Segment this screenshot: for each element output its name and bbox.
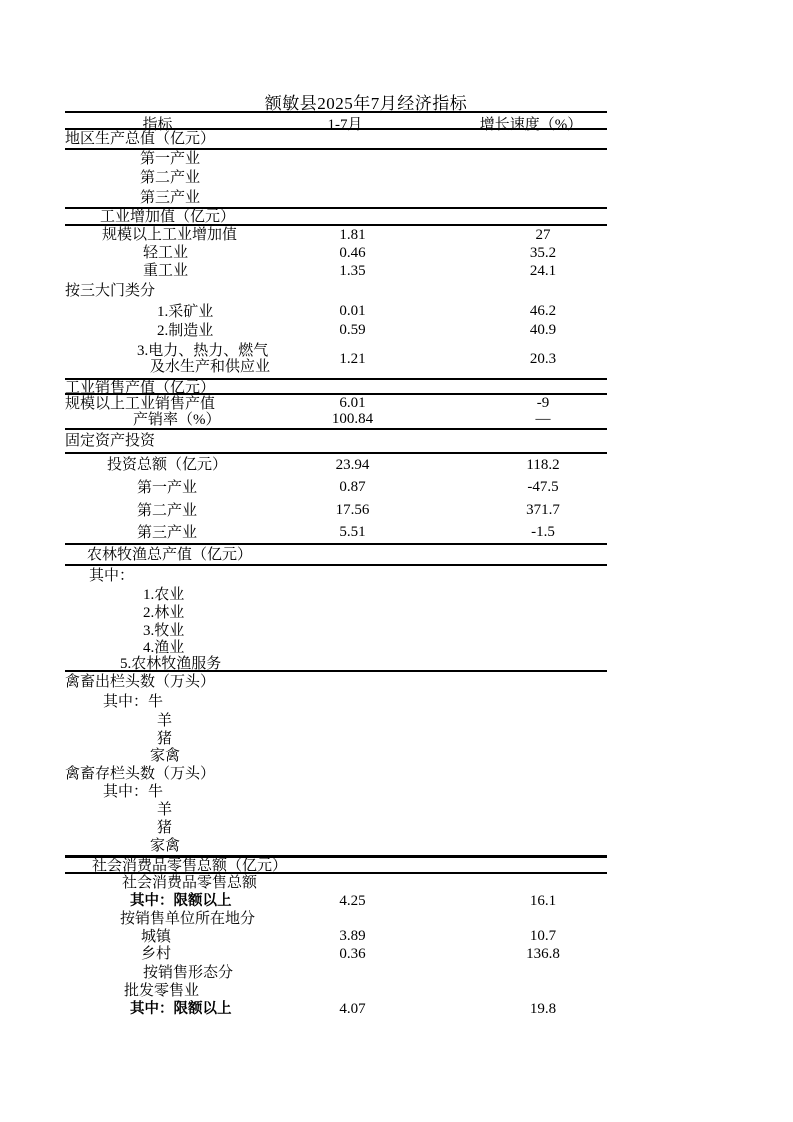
table-row [65, 188, 607, 207]
indicator-cell: 2.制造业 [157, 322, 214, 339]
value-cell: 1.81 [339, 226, 366, 243]
header-period: 1-7月 [327, 117, 363, 133]
table-row [65, 586, 607, 604]
indicator-cell: 社会消费品零售总额 [122, 875, 258, 891]
indicator-cell: 3.电力、热力、燃气 及水生产和供应业 [137, 343, 271, 375]
table-row [65, 963, 607, 982]
table-row [65, 321, 607, 340]
value-cell: 100.84 [331, 411, 374, 427]
value-cell: 0.59 [339, 322, 366, 338]
table-row [65, 168, 607, 188]
table-row [65, 1000, 607, 1018]
growth-cell: 40.9 [529, 322, 557, 338]
indicator-cell: 按三大门类分 [65, 283, 156, 299]
value-cell: 0.36 [339, 945, 366, 962]
value-cell: 4.07 [339, 1000, 366, 1017]
indicator-cell: 乡村 [141, 946, 172, 962]
table-header-row [65, 111, 607, 133]
table-row [65, 819, 607, 836]
growth-cell: 24.1 [529, 262, 557, 279]
growth-cell: 27 [535, 226, 551, 243]
indicator-cell: 工业销售产值（亿元） [65, 380, 216, 396]
table-row [65, 262, 607, 280]
indicator-cell: 按销售形态分 [143, 964, 234, 981]
indicator-cell: 3.牧业 [143, 622, 185, 639]
table-row [65, 928, 607, 945]
growth-cell: 10.7 [529, 928, 557, 944]
indicator-cell: 投资总额（亿元） [107, 457, 228, 473]
indicator-cell: 1.采矿业 [157, 303, 214, 320]
table-row [65, 670, 607, 692]
value-cell: 0.46 [339, 244, 366, 261]
table-row [65, 148, 607, 168]
indicator-cell: 地区生产总值（亿元） [65, 131, 216, 147]
table-row [65, 622, 607, 639]
indicator-cell: 其中：牛 [103, 784, 164, 800]
indicator-cell: 羊 [157, 802, 173, 818]
indicator-cell: 其中：牛 [103, 693, 164, 710]
table-row [65, 711, 607, 730]
indicator-cell: 1.农业 [143, 587, 185, 603]
indicator-cell: 轻工业 [143, 245, 189, 261]
growth-cell: -9 [536, 395, 550, 411]
table-row [65, 280, 607, 302]
indicator-cell: 批发零售业 [124, 983, 200, 999]
indicator-cell: 第二产业 [137, 502, 198, 519]
indicator-cell: 重工业 [143, 263, 189, 279]
growth-cell: 136.8 [526, 945, 560, 962]
growth-cell: -47.5 [527, 479, 559, 495]
table-row [65, 730, 607, 747]
value-cell: 1.35 [339, 262, 366, 279]
table-row [65, 476, 607, 499]
indicator-table-body [65, 128, 607, 1018]
table-row [65, 836, 607, 855]
indicator-cell: 其中： [89, 568, 135, 584]
table-row [65, 522, 607, 543]
indicator-cell: 农林牧渔总产值（亿元） [87, 546, 253, 563]
value-cell: 23.94 [335, 456, 370, 473]
indicator-cell: 4.渔业 [143, 639, 185, 656]
growth-cell: — [535, 411, 551, 427]
value-cell: 1.21 [339, 350, 366, 367]
table-row [65, 639, 607, 656]
value-cell: 17.56 [335, 502, 370, 518]
indicator-cell: 城镇 [141, 928, 172, 945]
growth-cell: 46.2 [529, 303, 557, 319]
indicator-cell: 第三产业 [137, 524, 198, 541]
table-row [65, 428, 607, 452]
table-row [65, 692, 607, 711]
indicator-cell: 社会消费品零售总额（亿元） [92, 858, 288, 874]
table-row [65, 945, 607, 963]
table-row [65, 340, 607, 378]
table-row [65, 982, 607, 1000]
value-cell: 0.01 [339, 303, 366, 319]
table-row [65, 855, 607, 872]
table-row [65, 207, 607, 224]
table-row [65, 564, 607, 586]
table-row [65, 543, 607, 564]
table-row [65, 378, 607, 396]
value-cell: 4.25 [339, 892, 366, 909]
growth-cell: 118.2 [526, 456, 560, 473]
growth-cell: 371.7 [526, 502, 560, 518]
indicator-cell: 禽畜出栏头数（万头） [65, 674, 216, 690]
table-row [65, 910, 607, 928]
indicator-cell: 规模以上工业增加值 [102, 227, 238, 243]
header-growth-rate: 增长速度（%） [479, 117, 583, 133]
table-row [65, 452, 607, 476]
indicator-cell: 第二产业 [140, 170, 201, 186]
indicator-cell: 2.林业 [143, 605, 185, 621]
table-row [65, 302, 607, 321]
table-row [65, 411, 607, 428]
indicator-cell: 猪 [157, 819, 173, 836]
growth-cell: 20.3 [529, 350, 557, 367]
indicator-cell: 其中：限额以上 [130, 893, 232, 909]
indicator-cell: 规模以上工业销售产值 [65, 395, 216, 412]
indicator-cell: 猪 [157, 730, 173, 747]
table-row [65, 656, 607, 670]
indicator-cell: 家禽 [150, 748, 181, 764]
growth-cell: 19.8 [529, 1000, 557, 1017]
growth-cell: -1.5 [531, 524, 555, 540]
economic-indicators-table [65, 111, 607, 1018]
value-cell: 6.01 [339, 395, 366, 411]
table-row [65, 747, 607, 765]
indicator-cell: 5.农林牧渔服务 [120, 656, 222, 672]
growth-cell: 16.1 [529, 892, 557, 909]
indicator-cell: 其中：限额以上 [130, 1001, 232, 1017]
indicator-cell: 固定资产投资 [65, 433, 156, 449]
growth-cell: 35.2 [529, 244, 557, 261]
value-cell: 3.89 [339, 928, 366, 944]
table-row [65, 783, 607, 801]
header-indicator: 指标 [142, 117, 173, 133]
indicator-cell: 羊 [157, 712, 173, 729]
table-row [65, 892, 607, 910]
table-row [65, 872, 607, 892]
table-row [65, 244, 607, 262]
document-title: 额敏县2025年7月经济指标 [264, 94, 468, 113]
table-row [65, 499, 607, 522]
value-cell: 0.87 [339, 479, 366, 495]
indicator-cell: 第三产业 [140, 189, 201, 206]
value-cell: 5.51 [339, 524, 366, 540]
indicator-cell: 第一产业 [140, 151, 201, 167]
table-row [65, 801, 607, 819]
indicator-cell: 工业增加值（亿元） [100, 209, 236, 225]
indicator-cell: 第一产业 [137, 479, 198, 496]
table-row [65, 604, 607, 622]
indicator-cell: 禽畜存栏头数（万头） [65, 766, 216, 782]
indicator-cell: 产销率（%） [133, 411, 221, 428]
indicator-cell: 家禽 [150, 837, 181, 854]
table-row [65, 393, 607, 411]
table-row [65, 224, 607, 244]
indicator-cell: 按销售单位所在地分 [120, 911, 256, 927]
table-row [65, 765, 607, 783]
